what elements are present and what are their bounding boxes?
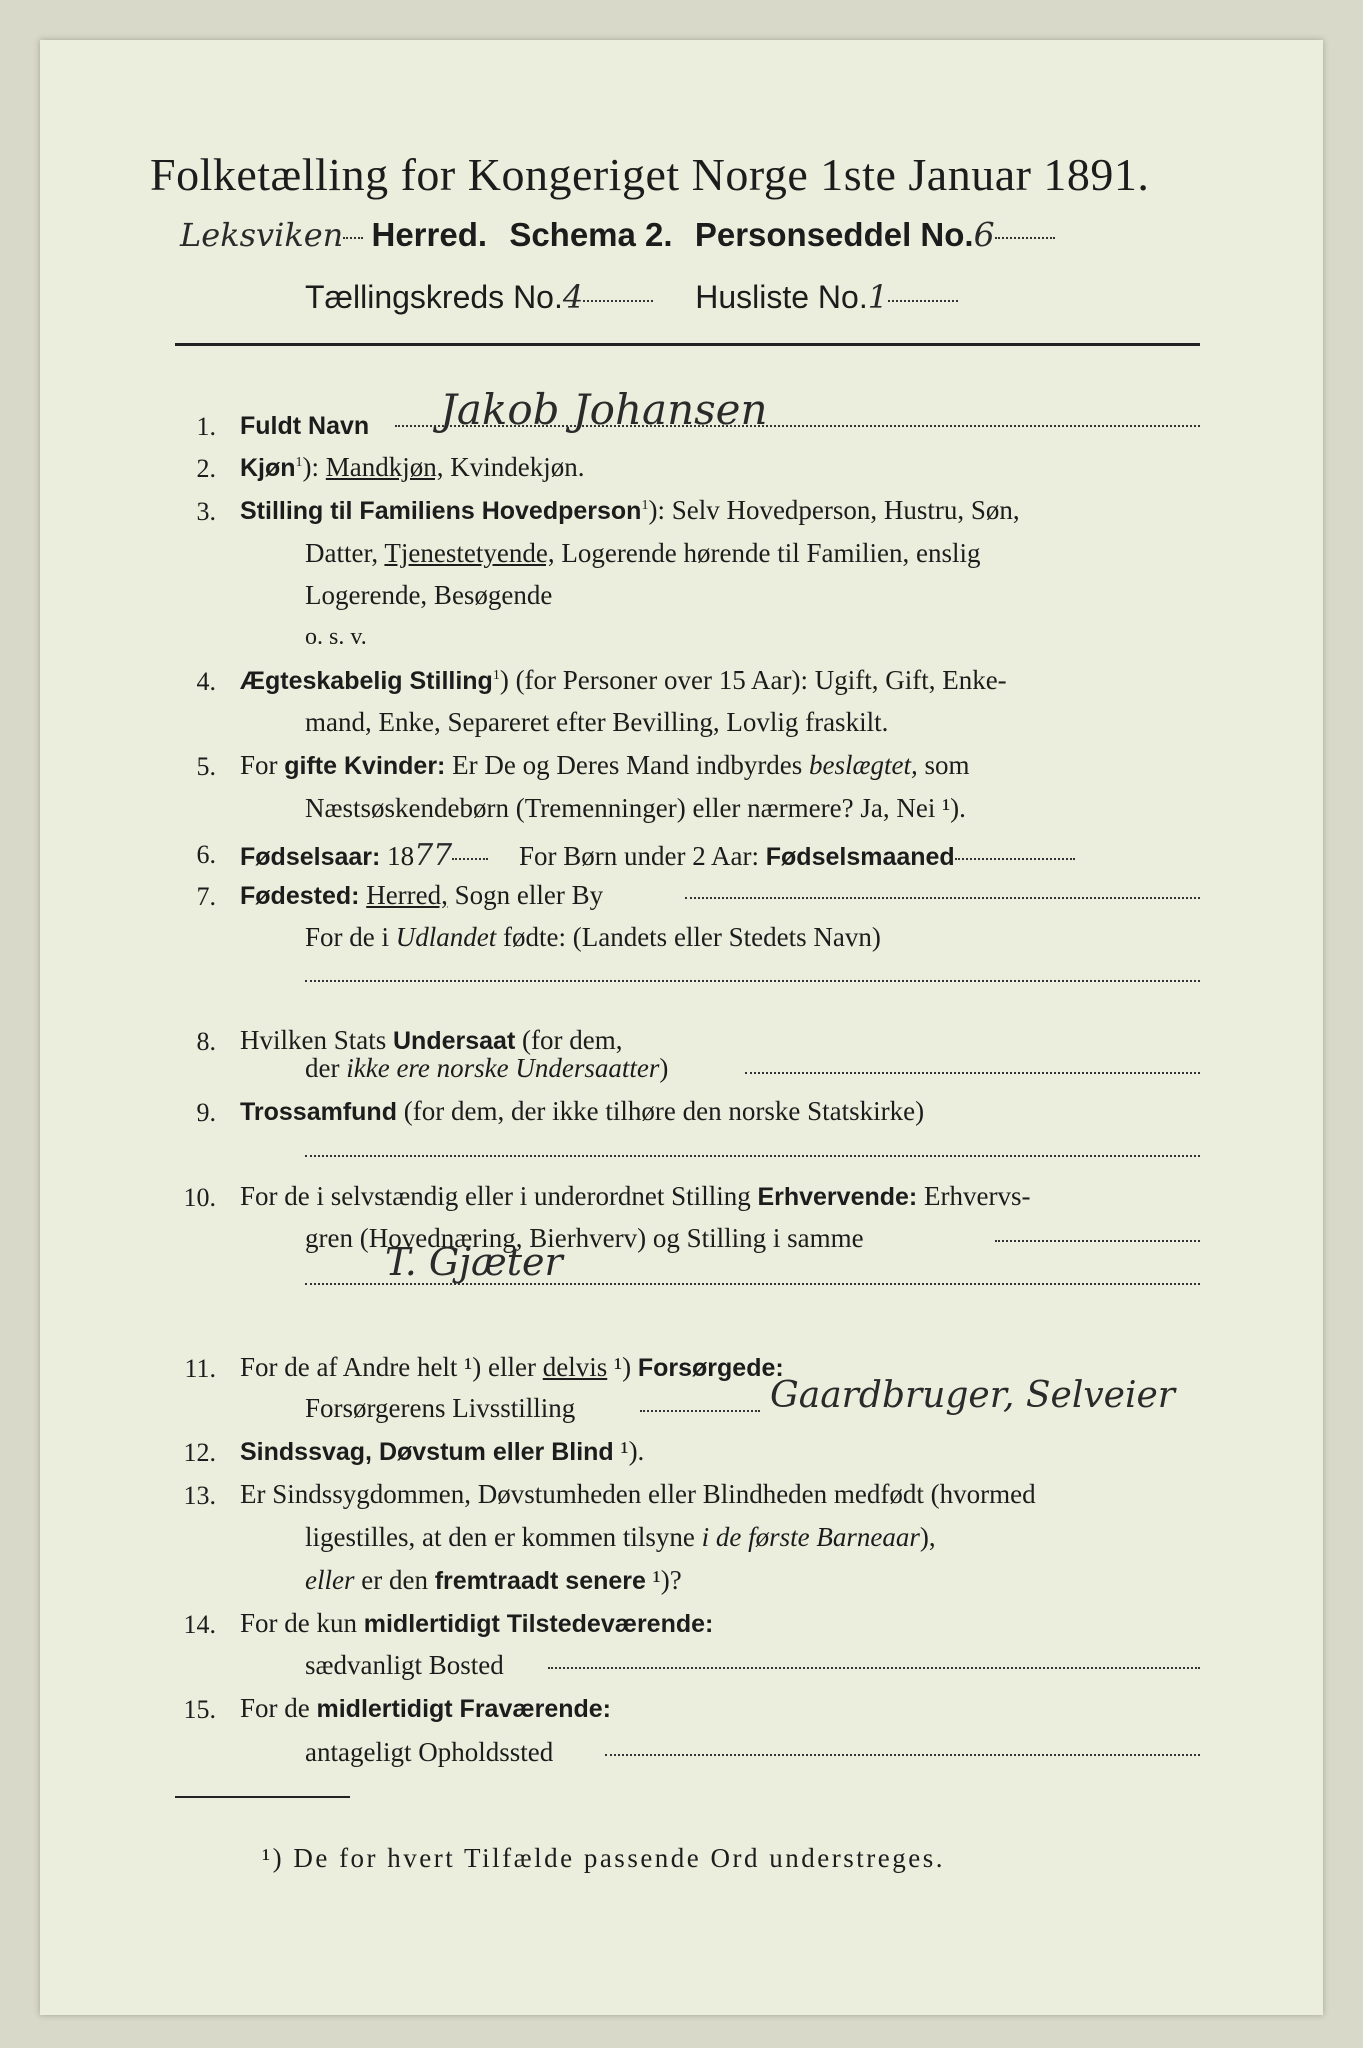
abroad-line <box>305 980 1200 982</box>
item-13-line3 <box>305 1565 682 1596</box>
herred-label: Herred. <box>371 216 488 253</box>
item-13-line2 <box>305 1522 936 1553</box>
item-12 <box>240 1436 644 1467</box>
congenital-or: eller <box>305 1565 355 1595</box>
item-3-line4: o. s. v. <box>305 624 367 650</box>
disability-mark: ¹). <box>613 1436 645 1466</box>
item-11-line2: Forsørgerens Livsstilling <box>305 1393 576 1423</box>
item-5-line1 <box>240 750 970 781</box>
form-title: Folketælling for Kongeriget Norge 1ste Januar 1891. <box>150 149 1150 200</box>
item-2 <box>240 452 585 483</box>
item-9 <box>240 1096 924 1127</box>
census-form-page <box>40 40 1323 2015</box>
congenital-close: ), <box>919 1522 936 1552</box>
sex-sep: ): <box>302 452 326 482</box>
occupation-label: Erhvervende: <box>757 1183 918 1211</box>
congenital-early-years: i de første Barneaar <box>701 1522 920 1552</box>
occupation-line-1 <box>995 1240 1200 1242</box>
birthplace-line <box>685 897 1200 899</box>
husliste-label: Husliste No. <box>695 279 868 315</box>
occupation-prefix: For de i selvstændig eller i underordnet Stilling <box>240 1181 758 1211</box>
item-10-line2: gren (Hovednæring, Bierhverv) og Stilling i samme <box>305 1223 864 1253</box>
supported-mark: ¹) <box>607 1352 638 1382</box>
birthplace-options: Sogn eller By <box>447 880 604 910</box>
provider-occupation-value: Gaardbruger, Selveier <box>770 1375 1176 1416</box>
birthplace-label: Fødested: <box>240 882 360 910</box>
citizenship-close: ) <box>659 1053 669 1083</box>
item-3-line3: Logerende, Besøgende <box>305 580 553 610</box>
abroad-text: fødte: (Landets eller Stedets Navn) <box>496 922 881 952</box>
married-women-som: som <box>917 750 970 780</box>
supported-prefix: For de af Andre helt ¹) eller <box>240 1352 543 1382</box>
item-2-number: 2. <box>196 454 216 483</box>
item-11-line1 <box>240 1352 784 1383</box>
full-name-label: Fuldt Navn <box>240 412 370 440</box>
item-3-number: 3. <box>196 497 216 526</box>
item-13-line1: Er Sindssygdommen, Døvstumheden eller Blindheden medfødt (hvormed <box>240 1479 1036 1509</box>
item-15-line1 <box>240 1693 611 1724</box>
citizenship-der: der <box>305 1053 347 1083</box>
family-position-datter: Datter, <box>305 538 385 568</box>
family-position-options-1: ): Selv Hovedperson, Hustru, Søn, <box>648 495 1020 525</box>
marital-footnote-mark: 1 <box>492 668 500 683</box>
item-6-number: 6. <box>196 840 216 869</box>
item-3-line1 <box>240 495 1020 526</box>
item-1 <box>240 410 369 441</box>
family-position-footnote-mark: 1 <box>641 498 649 513</box>
item-10-line1 <box>240 1181 1030 1212</box>
full-name-value: Jakob Johansen <box>440 385 768 434</box>
congenital-is-it: er den <box>354 1565 435 1595</box>
abroad-word: Udlandet <box>395 922 497 952</box>
sex-option-female: Kvindekjøn. <box>443 452 585 482</box>
item-8-number: 8. <box>196 1027 216 1056</box>
birth-year-prefix: 18 <box>387 841 415 871</box>
item-9-number: 9. <box>196 1098 216 1127</box>
item-3-line2 <box>305 538 980 569</box>
supported-label: Forsørgede: <box>637 1354 784 1382</box>
kreds-label: Tællingskreds No. <box>305 279 563 315</box>
item-13-number: 13. <box>183 1481 216 1510</box>
supported-partially: delvis <box>542 1352 608 1382</box>
item-5-line2: Næstsøskendebørn (Tremenninger) eller nærmere? Ja, Nei ¹). <box>305 793 966 823</box>
temp-present-prefix: For de kun <box>240 1608 364 1638</box>
religion-line <box>305 1155 1200 1157</box>
item-4-line2: mand, Enke, Separeret efter Bevilling, Lovlig fraskilt. <box>305 707 889 737</box>
citizenship-label: Undersaat <box>393 1027 516 1055</box>
temp-present-label: midlertidigt Tilstedeværende: <box>363 1610 714 1638</box>
footnote-rule <box>175 1796 350 1798</box>
family-position-options-2: Logerende hørende til Familien, enslig <box>554 538 981 568</box>
birth-month-prefix: For Børn under 2 Aar: <box>519 841 759 871</box>
item-7-line2 <box>305 922 881 953</box>
religion-label: Trossamfund <box>240 1098 397 1126</box>
citizenship-for-them: (for dem, <box>515 1025 623 1055</box>
item-14-number: 14. <box>183 1610 216 1639</box>
family-position-tjenestetyende: Tjenestetyende, <box>384 538 555 568</box>
item-12-number: 12. <box>183 1438 216 1467</box>
husliste-value: 1 <box>867 278 889 316</box>
herred-value: Leksviken <box>180 216 344 254</box>
item-15-line2: antageligt Opholdssted <box>305 1737 554 1767</box>
header-line-kreds <box>305 278 958 316</box>
marital-options-1: ) (for Personer over 15 Aar): Ugift, Gift, Enke- <box>499 665 1007 695</box>
sex-option-male: Mandkjøn, <box>325 452 444 482</box>
disability-label: Sindssvag, Døvstum eller Blind <box>240 1438 614 1466</box>
item-8-line2 <box>305 1053 668 1084</box>
sex-footnote-mark: 1 <box>295 455 303 470</box>
congenital-text: ligestilles, at den er kommen tilsyne <box>305 1522 702 1552</box>
religion-text: (for dem, der ikke tilhøre den norske Statskirke) <box>396 1096 925 1126</box>
sex-label: Kjøn <box>240 454 296 482</box>
birth-month-label: Fødselsmaaned <box>765 843 955 871</box>
item-11-number: 11. <box>184 1354 216 1383</box>
item-1-number: 1. <box>196 412 216 441</box>
item-10-number: 10. <box>183 1183 216 1212</box>
item-7-line1 <box>240 880 603 911</box>
item-7-number: 7. <box>196 882 216 911</box>
citizenship-not-norwegian: ikke ere norske Undersaatter <box>346 1053 660 1083</box>
marital-label: Ægteskabelig Stilling <box>240 667 493 695</box>
temp-absent-label: midlertidigt Fraværende: <box>316 1695 611 1723</box>
schema-label: Schema 2. <box>509 216 673 253</box>
footnote: ¹) De for hvert Tilfælde passende Ord understreges. <box>262 1843 945 1873</box>
married-women-label: gifte Kvinder: <box>284 752 446 780</box>
item-15-number: 15. <box>183 1695 216 1724</box>
likely-residence-line <box>605 1754 1200 1756</box>
birth-year-value: 77 <box>414 838 453 873</box>
usual-residence-line <box>548 1667 1200 1669</box>
citizenship-line <box>745 1072 1200 1074</box>
kreds-value: 4 <box>562 278 584 316</box>
item-4-line1 <box>240 665 1007 696</box>
temp-absent-prefix: For de <box>240 1693 317 1723</box>
birth-year-label: Fødselsaar: <box>240 843 381 871</box>
item-14-line1 <box>240 1608 713 1639</box>
personseddel-label: Personseddel No. <box>694 216 974 253</box>
occupation-value: T. Gjæter <box>385 1240 563 1284</box>
abroad-for: For de i <box>305 922 396 952</box>
birthplace-herred: Herred, <box>366 880 448 910</box>
later-onset-label: fremtraadt senere <box>434 1567 646 1595</box>
later-onset-mark: ¹)? <box>645 1565 682 1595</box>
item-6 <box>240 838 1075 873</box>
citizenship-prefix: Hvilken Stats <box>240 1025 393 1055</box>
item-14-line2: sædvanligt Bosted <box>305 1650 504 1680</box>
header-rule <box>175 343 1200 346</box>
married-women-question: Er De og Deres Mand indbyrdes <box>445 750 810 780</box>
item-4-number: 4. <box>196 667 216 696</box>
item-8-line1 <box>240 1025 622 1056</box>
occupation-suffix: Erhvervs- <box>917 1181 1031 1211</box>
item-5-number: 5. <box>196 752 216 781</box>
header-line-herred <box>180 215 1055 255</box>
married-women-related: beslægtet, <box>809 750 918 780</box>
personseddel-value: 6 <box>973 215 995 254</box>
provider-line <box>640 1410 760 1412</box>
family-position-label: Stilling til Familiens Hovedperson <box>240 497 642 525</box>
married-women-for: For <box>240 750 285 780</box>
